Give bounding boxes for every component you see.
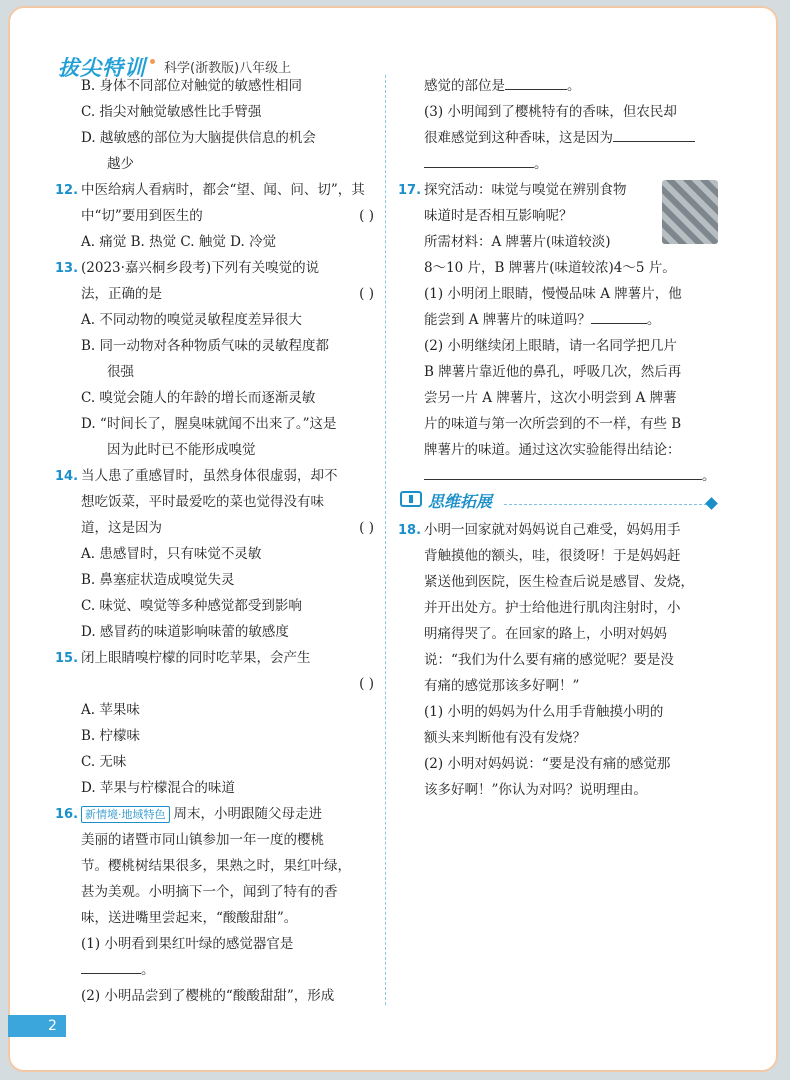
q16-sub3-answer: 。 (398, 151, 718, 177)
q15-option-a: A. 苹果味 (81, 702, 140, 718)
q18-line6: 说：“我们为什么要有痛的感觉呢？要是没 (424, 652, 674, 668)
q16-line3: 节。樱桃树结果很多，果熟之时，果红叶绿， (81, 858, 351, 874)
answer-blank[interactable] (613, 125, 695, 142)
q11-option-b: B. 身体不同部位对触觉的敏感性相同 (81, 78, 303, 94)
q18-line2: 背触摸他的额头，哇，很烫呀！于是妈妈赶 (424, 548, 681, 564)
q16-sub3-cont: 很难感觉到这种香味，这是因为 (398, 125, 718, 151)
answer-blank[interactable] (505, 73, 567, 90)
q13-option-c: C. 嗅觉会随人的年龄的增长而逐渐灵敏 (81, 390, 316, 406)
answer-blank[interactable] (81, 957, 141, 974)
q18-block (398, 517, 718, 803)
q17-sub1: (1) 小明闭上眼睛，慢慢品味 A 牌薯片，他 (424, 286, 682, 302)
q16-sub3: (3) 小明闻到了樱桃特有的香味，但农民却 (424, 104, 677, 120)
q13-option-d: D. “时间长了，腥臭味就闻不出来了。”这是 (81, 416, 337, 432)
q18-line7: 有痛的感觉那该多好啊！” (424, 678, 580, 694)
q13-option-b-cont: 很强 (107, 364, 134, 380)
q14-option-d: D. 感冒药的味道影响味蕾的敏感度 (81, 624, 289, 640)
q13-option-b: B. 同一动物对各种物质气味的灵敏程度都 (81, 338, 330, 354)
q16-number: 16. (55, 807, 79, 822)
qr-code-image[interactable] (662, 180, 718, 244)
q17-sub1-cont: 能尝到 A 牌薯片的味道吗？ 。 (398, 307, 718, 333)
q17-line4: 8～10 片，B 牌薯片(味道较浓)4～5 片。 (424, 260, 676, 276)
q11-option-c: C. 指尖对触觉敏感性比手臂强 (81, 104, 262, 120)
q13-option-d-cont: 因为此时已不能形成嗅觉 (107, 442, 256, 458)
q17-sub2-l4: 片的味道与第一次所尝到的不一样，有些 B (424, 416, 682, 432)
q11-option-d: D. 越敏感的部位为大脑提供信息的机会 (81, 130, 316, 146)
q15-paren-line (55, 671, 380, 697)
q18-sub1: (1) 小明的妈妈为什么用手背触摸小明的 (424, 704, 664, 720)
section-title: 思维拓展 (428, 492, 493, 511)
q18-line4: 并开出处方。护士给他进行肌肉注射时，小 (424, 600, 681, 616)
q16-sub1: (1) 小明看到果红叶绿的感觉器官是 (81, 936, 294, 952)
q16-line4: 甚为美观。小明摘下一个，闻到了特有的香 (81, 884, 338, 900)
q18-line3: 紧送他到医院，医生检查后说是感冒、发烧， (424, 574, 694, 590)
q17-line3: 所需材料：A 牌薯片(味道较淡) (424, 234, 611, 250)
q15-option-d: D. 苹果与柠檬混合的味道 (81, 780, 235, 796)
q12-options: A. 痛觉 B. 热觉 C. 触觉 D. 冷觉 (81, 234, 277, 250)
q17-sub2-l2: B 牌薯片靠近他的鼻孔，呼吸几次，然后再 (424, 364, 682, 380)
q14-number: 14. (55, 469, 79, 484)
q15-option-b: B. 柠檬味 (81, 728, 141, 744)
q17-line1: 17. 探究活动：味觉与嗅觉在辨别食物 (398, 177, 718, 203)
q17-line2: 味道时是否相互影响呢？ (424, 208, 573, 224)
answer-blank[interactable] (424, 151, 534, 168)
q18-sub2: (2) 小明对妈妈说：“要是没有痛的感觉那 (424, 756, 671, 772)
q14-option-a: A. 患感冒时，只有味觉不灵敏 (81, 546, 262, 562)
section-header (398, 489, 718, 513)
q17-sub2-l3: 尝另一片 A 牌薯片，这次小明尝到 A 牌薯 (424, 390, 677, 406)
q12-line1: 12. 中医给病人看病时，都会“望、闻、问、切”，其 (55, 177, 380, 203)
q14-line2: 想吃饭菜，平时最爱吃的菜也觉得没有味 (81, 494, 324, 510)
q11-option-d-cont: 越少 (107, 156, 134, 172)
q14-line1: 14. 当人患了重感冒时，虽然身体很虚弱，却不 (55, 463, 380, 489)
q12-line2: 中“切”要用到医生的 ( ) (55, 203, 380, 229)
answer-paren[interactable]: ( ) (359, 676, 374, 692)
q15-option-c: C. 无味 (81, 754, 127, 770)
book-icon (400, 491, 422, 507)
column-divider (385, 75, 386, 1005)
book-subtitle: 科学(浙教版)八年级上 (164, 61, 292, 76)
q15-line1: 15. 闭上眼睛嗅柠檬的同时吃苹果，会产生 (55, 645, 380, 671)
q17-number: 17. (398, 183, 422, 198)
answer-paren[interactable]: ( ) (359, 208, 374, 224)
q14-option-b: B. 鼻塞症状造成嗅觉失灵 (81, 572, 235, 588)
q13-line1: 13. (2023·嘉兴桐乡段考)下列有关嗅觉的说 (55, 255, 380, 281)
q15-number: 15. (55, 651, 79, 666)
diamond-icon (705, 497, 718, 510)
page-number: 2 (8, 1015, 66, 1037)
q17-sub2-l5: 牌薯片的味道。通过这次实验能得出结论： (424, 442, 681, 458)
left-column (55, 73, 380, 1009)
q16-line5: 味，送进嘴里尝起来，“酸酸甜甜”。 (81, 910, 298, 926)
q18-line1: 18. 小明一回家就对妈妈说自己难受，妈妈用手 (398, 517, 718, 543)
q16-line1: 16. 新情境·地域特色 周末，小明跟随父母走进 (55, 801, 380, 827)
q17-sub2: (2) 小明继续闭上眼睛，请一名同学把几片 (424, 338, 677, 354)
q13-number: 13. (55, 261, 79, 276)
book-brand: 拔尖特训 (58, 56, 146, 80)
q17-sub2-answer: 。 (398, 463, 718, 489)
q18-number: 18. (398, 523, 422, 538)
section-rule (504, 504, 712, 505)
answer-paren[interactable]: ( ) (359, 286, 374, 302)
q14-option-c: C. 味觉、嗅觉等多种感觉都受到影响 (81, 598, 302, 614)
q18-sub1-cont: 额头来判断他有没有发烧？ (424, 730, 586, 746)
q16-line2: 美丽的诸暨市同山镇参加一年一度的樱桃 (81, 832, 324, 848)
q13-option-a: A. 不同动物的嗅觉灵敏程度差异很大 (81, 312, 302, 328)
q18-sub2-cont: 该多好啊！”你认为对吗？说明理由。 (424, 782, 647, 798)
header-dot (150, 59, 155, 64)
q14-line3: 道，这是因为 ( ) (55, 515, 380, 541)
q16-sub2-cont: 感觉的部位是 。 (398, 73, 718, 99)
answer-blank[interactable] (591, 307, 647, 324)
answer-paren[interactable]: ( ) (359, 520, 374, 536)
context-tag: 新情境·地域特色 (81, 806, 170, 823)
answer-blank[interactable] (424, 463, 702, 480)
q18-line5: 明痛得哭了。在回家的路上，小明对妈妈 (424, 626, 667, 642)
q16-sub2: (2) 小明品尝到了樱桃的“酸酸甜甜”，形成 (81, 988, 335, 1004)
q16-sub1-answer: 。 (55, 957, 380, 983)
q12-number: 12. (55, 183, 79, 198)
right-column (398, 73, 718, 489)
q13-line2: 法，正确的是 ( ) (55, 281, 380, 307)
